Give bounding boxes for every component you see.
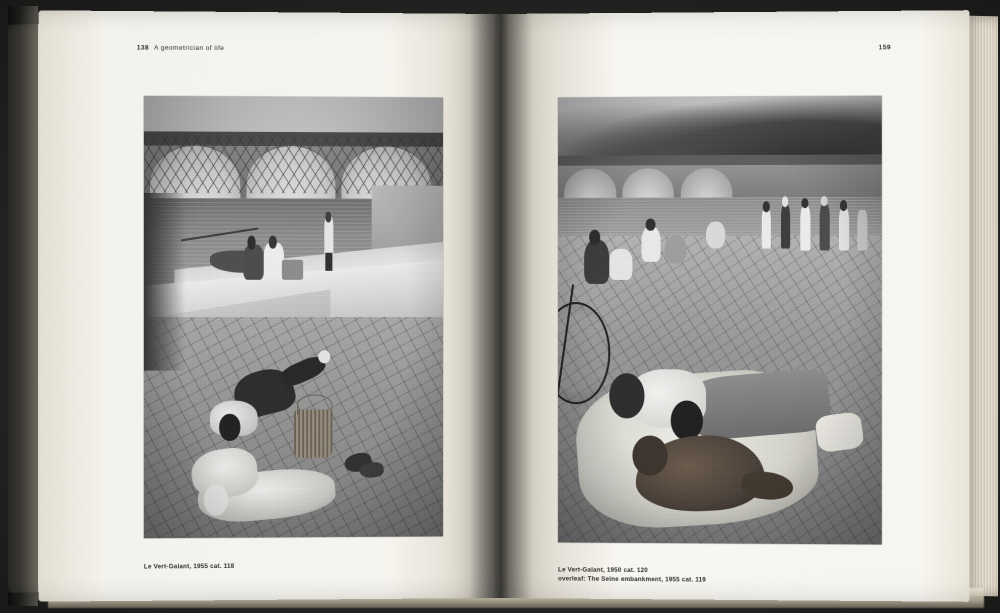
running-head-right <box>879 44 896 51</box>
seated-group-figure-c <box>642 226 661 262</box>
crowd-figure-4 <box>820 204 830 251</box>
seated-group-figure-d <box>664 235 687 264</box>
running-title-left: A geometrician of life <box>154 44 225 53</box>
raised-foot <box>318 350 330 363</box>
caption-right-line-1: Le Vert-Galant, 1950 cat. 120 <box>558 566 648 575</box>
open-book <box>8 6 992 606</box>
plate-left <box>144 96 443 538</box>
seated-figure-white-head <box>269 235 277 248</box>
plate-right <box>558 96 882 545</box>
running-head-left <box>137 44 225 52</box>
crowd-figure-5-head <box>840 200 847 210</box>
dog-head <box>632 436 667 476</box>
sleeping-man-head <box>671 400 703 440</box>
seated-group-figure-a-head <box>589 230 600 244</box>
crowd-figure-6 <box>857 210 867 250</box>
folio-left: 138 <box>136 44 150 52</box>
child-head <box>204 485 228 516</box>
pont-neuf-deck <box>558 154 882 166</box>
caption-right <box>558 566 706 584</box>
crowd-figure-3 <box>800 206 810 251</box>
reclining-figure-head <box>219 414 240 441</box>
seated-group-figure-b <box>609 249 632 280</box>
seated-figure-dark-head <box>248 236 256 249</box>
left-page <box>39 10 496 601</box>
trees-right <box>558 96 882 160</box>
seated-group-figure-a <box>584 240 610 285</box>
caption-right-line-2: overleaf: The Seine embankment, 1955 cat. 119 <box>558 574 706 584</box>
wicker-basket <box>294 409 333 458</box>
caption-left: Le Vert-Galant, 1955 cat. 118 <box>143 562 235 571</box>
seated-group-figure-e <box>706 222 725 249</box>
sleeping-woman-head <box>609 373 644 418</box>
crowd-figure-2 <box>781 204 791 249</box>
shadow-left-edge <box>144 193 186 370</box>
bundle-right <box>814 411 864 453</box>
crowd-figure-1 <box>761 208 771 248</box>
seated-group-figure-c-head <box>646 218 656 230</box>
crowd-figure-3-head <box>801 198 808 208</box>
crowd-figure-1-head <box>763 202 770 212</box>
book-spine-shadow-left <box>8 6 38 606</box>
bag-on-wall <box>282 260 303 280</box>
right-page <box>496 10 970 602</box>
standing-figure-legs <box>325 253 332 271</box>
sleeping-man-body <box>684 368 832 442</box>
basket-handle <box>297 394 332 415</box>
crowd-figure-5 <box>839 208 849 251</box>
folio-right: 159 <box>878 44 891 52</box>
seated-figure-dark <box>243 244 264 279</box>
crowd-figure-4-head <box>821 196 828 206</box>
